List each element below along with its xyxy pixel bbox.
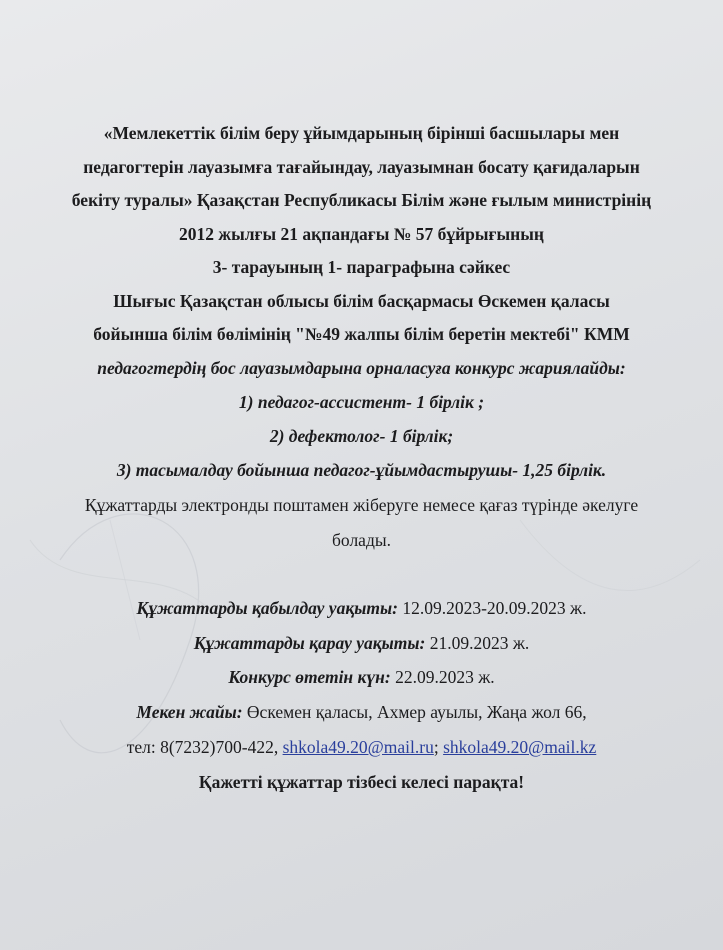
position-item: 3) тасымалдау бойынша педагог-ұйымдастырушы- 1,25 бірлік. bbox=[116, 460, 607, 480]
acceptance-value: 12.09.2023-20.09.2023 ж. bbox=[397, 598, 587, 618]
email-link-ru[interactable]: shkola49.20@mail.ru bbox=[282, 737, 434, 757]
heading-line-6: Шығыс Қазақстан облысы білім басқармасы Өскемен қаласы bbox=[113, 291, 610, 311]
contacts bbox=[0, 736, 723, 758]
heading-line-2: педагогтерін лауазымға тағайындау, лауазымнан босату қағидаларын bbox=[83, 157, 640, 177]
position-item: 1) педагог-ассистент- 1 бірлік ; bbox=[238, 392, 485, 412]
position-item: 2) дефектолог- 1 бірлік; bbox=[269, 426, 454, 446]
submission-line-1: Құжаттарды электронды поштамен жіберуге немесе қағаз түрінде әкелуге bbox=[84, 495, 639, 515]
email-separator: ; bbox=[433, 737, 444, 757]
address bbox=[0, 701, 723, 723]
contest-value: 22.09.2023 ж. bbox=[390, 667, 495, 687]
address-value: Өскемен қаласы, Ахмер ауылы, Жаңа жол 66, bbox=[242, 702, 587, 722]
heading-line-1: «Мемлекеттік білім беру ұйымдарының бірінші басшылары мен bbox=[103, 123, 620, 143]
review-time bbox=[0, 632, 723, 654]
phone-text: тел: 8(7232)700-422, bbox=[126, 737, 283, 757]
submission-line-2: болады. bbox=[332, 530, 391, 550]
contest-date bbox=[0, 666, 723, 688]
heading-line-7: бойынша білім бөлімінің "№49 жалпы білім беретін мектебі" КММ bbox=[93, 324, 630, 344]
email-link-kz[interactable]: shkola49.20@mail.kz bbox=[443, 737, 597, 757]
heading-line-5: 3- тарауының 1- параграфына сәйкес bbox=[212, 257, 511, 277]
heading-line-3: бекіту туралы» Қазақстан Республикасы Білім және ғылым министрінің bbox=[71, 190, 652, 210]
acceptance-label: Құжаттарды қабылдау уақыты: bbox=[136, 598, 398, 618]
review-value: 21.09.2023 ж. bbox=[425, 633, 530, 653]
announcement-line: педагогтердің бос лауазымдарына орналасуға конкурс жариялайды: bbox=[97, 358, 626, 378]
contest-label: Конкурс өтетін күн: bbox=[228, 667, 391, 687]
review-label: Құжаттарды қарау уақыты: bbox=[193, 633, 426, 653]
footer-note: Қажетті құжаттар тізбесі келесі парақта! bbox=[198, 772, 525, 792]
acceptance-time bbox=[0, 597, 723, 619]
address-label: Мекен жайы: bbox=[136, 702, 243, 722]
heading-line-4: 2012 жылғы 21 ақпандағы № 57 бұйрығының bbox=[179, 224, 544, 244]
